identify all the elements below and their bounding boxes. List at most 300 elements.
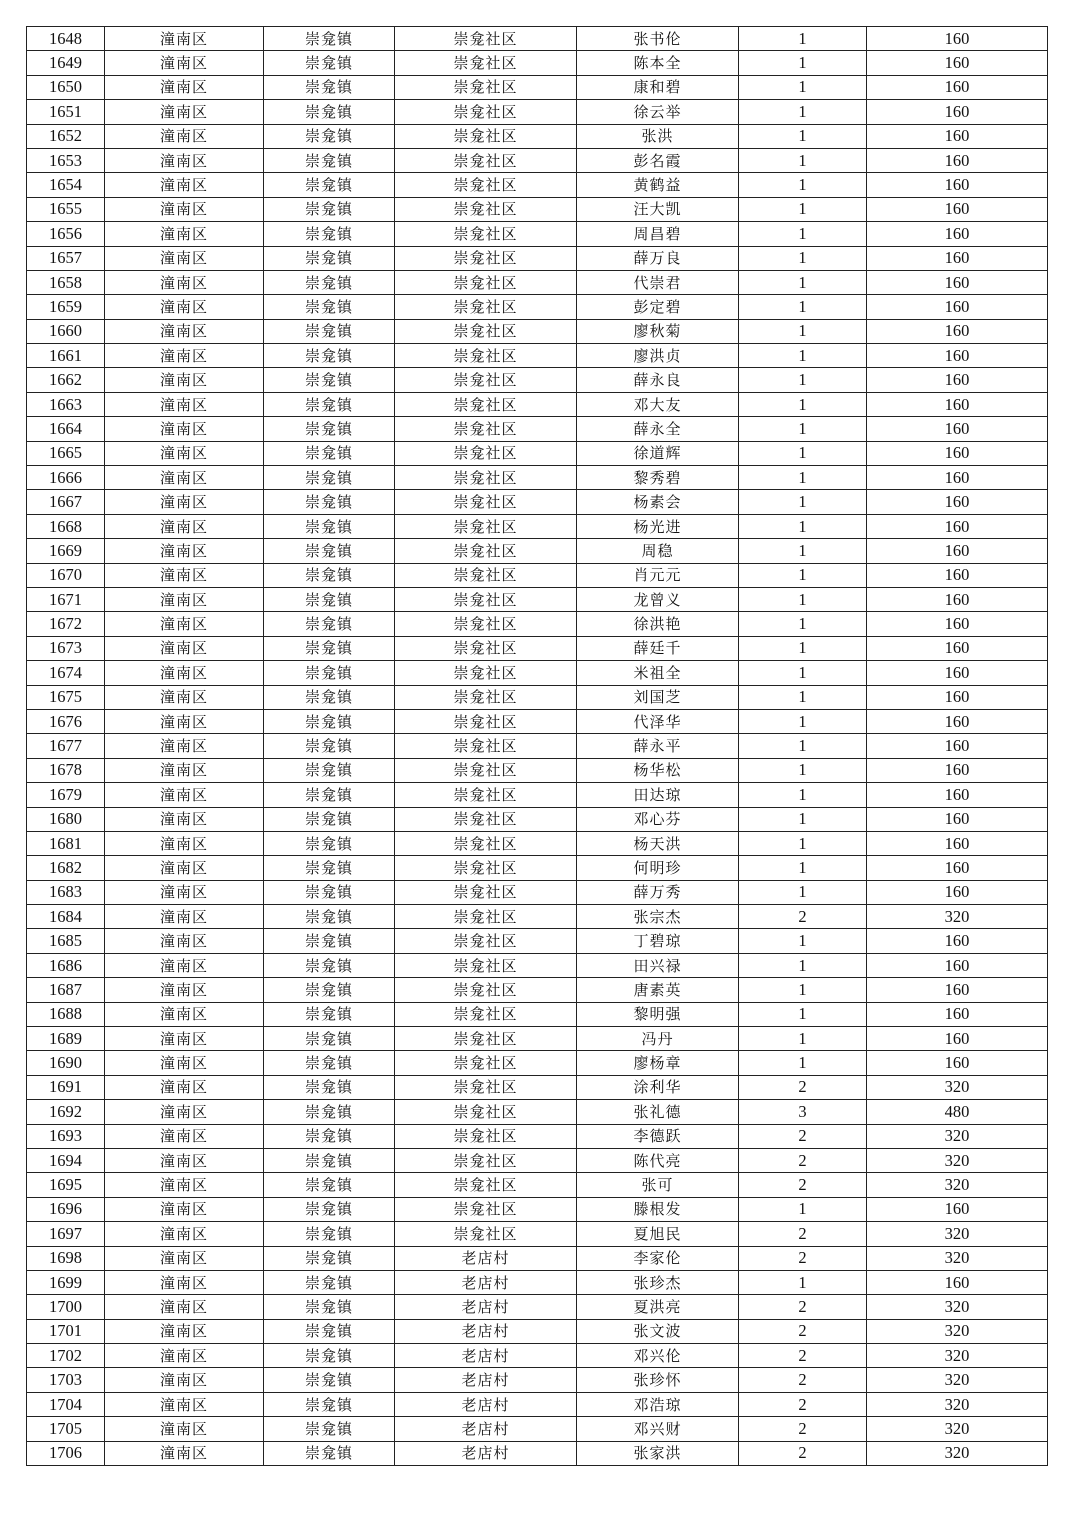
name-cell: 张礼德 bbox=[577, 1100, 739, 1124]
amount-cell: 320 bbox=[867, 1148, 1048, 1172]
district-cell: 潼南区 bbox=[105, 270, 264, 294]
seq-no-cell: 1655 bbox=[27, 197, 105, 221]
count-cell: 1 bbox=[739, 344, 867, 368]
seq-no-cell: 1681 bbox=[27, 831, 105, 855]
seq-no-cell: 1666 bbox=[27, 466, 105, 490]
table-row bbox=[27, 441, 1048, 465]
name-cell: 黎明强 bbox=[577, 1002, 739, 1026]
table-row bbox=[27, 587, 1048, 611]
community-cell: 崇龛社区 bbox=[395, 1027, 577, 1051]
amount-cell: 160 bbox=[867, 929, 1048, 953]
count-cell: 1 bbox=[739, 807, 867, 831]
district-cell: 潼南区 bbox=[105, 100, 264, 124]
seq-no-cell: 1656 bbox=[27, 222, 105, 246]
amount-cell: 160 bbox=[867, 466, 1048, 490]
table-row bbox=[27, 148, 1048, 172]
town-cell: 崇龛镇 bbox=[264, 709, 395, 733]
town-cell: 崇龛镇 bbox=[264, 344, 395, 368]
district-cell: 潼南区 bbox=[105, 514, 264, 538]
community-cell: 崇龛社区 bbox=[395, 587, 577, 611]
name-cell: 张珍杰 bbox=[577, 1270, 739, 1294]
community-cell: 老店村 bbox=[395, 1344, 577, 1368]
seq-no-cell: 1693 bbox=[27, 1124, 105, 1148]
amount-cell: 160 bbox=[867, 587, 1048, 611]
district-cell: 潼南区 bbox=[105, 124, 264, 148]
amount-cell: 320 bbox=[867, 1124, 1048, 1148]
town-cell: 崇龛镇 bbox=[264, 807, 395, 831]
district-cell: 潼南区 bbox=[105, 1124, 264, 1148]
amount-cell: 320 bbox=[867, 1392, 1048, 1416]
table-row bbox=[27, 1295, 1048, 1319]
count-cell: 2 bbox=[739, 1173, 867, 1197]
community-cell: 老店村 bbox=[395, 1392, 577, 1416]
town-cell: 崇龛镇 bbox=[264, 612, 395, 636]
table-row bbox=[27, 929, 1048, 953]
table-row bbox=[27, 783, 1048, 807]
town-cell: 崇龛镇 bbox=[264, 100, 395, 124]
town-cell: 崇龛镇 bbox=[264, 539, 395, 563]
amount-cell: 320 bbox=[867, 1319, 1048, 1343]
name-cell: 彭名霞 bbox=[577, 148, 739, 172]
town-cell: 崇龛镇 bbox=[264, 1368, 395, 1392]
amount-cell: 160 bbox=[867, 344, 1048, 368]
table-row bbox=[27, 1270, 1048, 1294]
town-cell: 崇龛镇 bbox=[264, 978, 395, 1002]
district-cell: 潼南区 bbox=[105, 1441, 264, 1465]
name-cell: 夏旭民 bbox=[577, 1222, 739, 1246]
count-cell: 1 bbox=[739, 685, 867, 709]
seq-no-cell: 1698 bbox=[27, 1246, 105, 1270]
community-cell: 崇龛社区 bbox=[395, 636, 577, 660]
town-cell: 崇龛镇 bbox=[264, 880, 395, 904]
district-cell: 潼南区 bbox=[105, 685, 264, 709]
seq-no-cell: 1676 bbox=[27, 709, 105, 733]
community-cell: 崇龛社区 bbox=[395, 1124, 577, 1148]
amount-cell: 320 bbox=[867, 1417, 1048, 1441]
seq-no-cell: 1674 bbox=[27, 661, 105, 685]
count-cell: 1 bbox=[739, 929, 867, 953]
town-cell: 崇龛镇 bbox=[264, 905, 395, 929]
name-cell: 代崇君 bbox=[577, 270, 739, 294]
name-cell: 张宗杰 bbox=[577, 905, 739, 929]
district-cell: 潼南区 bbox=[105, 197, 264, 221]
table-row bbox=[27, 880, 1048, 904]
count-cell: 1 bbox=[739, 295, 867, 319]
community-cell: 老店村 bbox=[395, 1246, 577, 1270]
table-row bbox=[27, 1417, 1048, 1441]
amount-cell: 160 bbox=[867, 636, 1048, 660]
name-cell: 邓心芬 bbox=[577, 807, 739, 831]
seq-no-cell: 1665 bbox=[27, 441, 105, 465]
town-cell: 崇龛镇 bbox=[264, 1051, 395, 1075]
amount-cell: 480 bbox=[867, 1100, 1048, 1124]
district-cell: 潼南区 bbox=[105, 75, 264, 99]
count-cell: 1 bbox=[739, 417, 867, 441]
seq-no-cell: 1690 bbox=[27, 1051, 105, 1075]
amount-cell: 160 bbox=[867, 709, 1048, 733]
district-cell: 潼南区 bbox=[105, 1295, 264, 1319]
amount-cell: 320 bbox=[867, 1246, 1048, 1270]
amount-cell: 160 bbox=[867, 856, 1048, 880]
table-row bbox=[27, 295, 1048, 319]
name-cell: 薛万良 bbox=[577, 246, 739, 270]
name-cell: 汪大凯 bbox=[577, 197, 739, 221]
count-cell: 1 bbox=[739, 270, 867, 294]
table-row bbox=[27, 368, 1048, 392]
community-cell: 崇龛社区 bbox=[395, 222, 577, 246]
district-cell: 潼南区 bbox=[105, 953, 264, 977]
count-cell: 1 bbox=[739, 539, 867, 563]
table-row bbox=[27, 1075, 1048, 1099]
town-cell: 崇龛镇 bbox=[264, 831, 395, 855]
amount-cell: 160 bbox=[867, 246, 1048, 270]
town-cell: 崇龛镇 bbox=[264, 417, 395, 441]
count-cell: 2 bbox=[739, 1124, 867, 1148]
name-cell: 彭定碧 bbox=[577, 295, 739, 319]
data-table bbox=[26, 26, 1048, 1466]
table-body bbox=[27, 27, 1048, 1466]
name-cell: 肖元元 bbox=[577, 563, 739, 587]
count-cell: 1 bbox=[739, 880, 867, 904]
name-cell: 周昌碧 bbox=[577, 222, 739, 246]
count-cell: 2 bbox=[739, 1295, 867, 1319]
town-cell: 崇龛镇 bbox=[264, 368, 395, 392]
amount-cell: 160 bbox=[867, 880, 1048, 904]
district-cell: 潼南区 bbox=[105, 1392, 264, 1416]
table-row bbox=[27, 319, 1048, 343]
amount-cell: 160 bbox=[867, 124, 1048, 148]
town-cell: 崇龛镇 bbox=[264, 27, 395, 51]
town-cell: 崇龛镇 bbox=[264, 587, 395, 611]
community-cell: 崇龛社区 bbox=[395, 1222, 577, 1246]
community-cell: 崇龛社区 bbox=[395, 173, 577, 197]
name-cell: 冯丹 bbox=[577, 1027, 739, 1051]
district-cell: 潼南区 bbox=[105, 148, 264, 172]
seq-no-cell: 1670 bbox=[27, 563, 105, 587]
count-cell: 1 bbox=[739, 222, 867, 246]
community-cell: 老店村 bbox=[395, 1270, 577, 1294]
count-cell: 1 bbox=[739, 709, 867, 733]
district-cell: 潼南区 bbox=[105, 1027, 264, 1051]
town-cell: 崇龛镇 bbox=[264, 222, 395, 246]
community-cell: 崇龛社区 bbox=[395, 75, 577, 99]
name-cell: 廖秋菊 bbox=[577, 319, 739, 343]
seq-no-cell: 1663 bbox=[27, 392, 105, 416]
seq-no-cell: 1667 bbox=[27, 490, 105, 514]
seq-no-cell: 1687 bbox=[27, 978, 105, 1002]
district-cell: 潼南区 bbox=[105, 539, 264, 563]
amount-cell: 320 bbox=[867, 1173, 1048, 1197]
count-cell: 2 bbox=[739, 1148, 867, 1172]
count-cell: 1 bbox=[739, 319, 867, 343]
name-cell: 薛廷千 bbox=[577, 636, 739, 660]
town-cell: 崇龛镇 bbox=[264, 636, 395, 660]
district-cell: 潼南区 bbox=[105, 417, 264, 441]
community-cell: 崇龛社区 bbox=[395, 124, 577, 148]
community-cell: 崇龛社区 bbox=[395, 1051, 577, 1075]
town-cell: 崇龛镇 bbox=[264, 758, 395, 782]
community-cell: 崇龛社区 bbox=[395, 466, 577, 490]
amount-cell: 160 bbox=[867, 197, 1048, 221]
seq-no-cell: 1657 bbox=[27, 246, 105, 270]
district-cell: 潼南区 bbox=[105, 709, 264, 733]
table-row bbox=[27, 709, 1048, 733]
count-cell: 2 bbox=[739, 1222, 867, 1246]
community-cell: 崇龛社区 bbox=[395, 734, 577, 758]
community-cell: 崇龛社区 bbox=[395, 197, 577, 221]
community-cell: 崇龛社区 bbox=[395, 27, 577, 51]
amount-cell: 160 bbox=[867, 222, 1048, 246]
name-cell: 代泽华 bbox=[577, 709, 739, 733]
community-cell: 崇龛社区 bbox=[395, 1075, 577, 1099]
district-cell: 潼南区 bbox=[105, 1051, 264, 1075]
count-cell: 1 bbox=[739, 661, 867, 685]
table-row bbox=[27, 1344, 1048, 1368]
district-cell: 潼南区 bbox=[105, 563, 264, 587]
town-cell: 崇龛镇 bbox=[264, 563, 395, 587]
seq-no-cell: 1699 bbox=[27, 1270, 105, 1294]
amount-cell: 160 bbox=[867, 368, 1048, 392]
town-cell: 崇龛镇 bbox=[264, 1246, 395, 1270]
name-cell: 何明珍 bbox=[577, 856, 739, 880]
table-row bbox=[27, 75, 1048, 99]
count-cell: 1 bbox=[739, 124, 867, 148]
count-cell: 1 bbox=[739, 831, 867, 855]
seq-no-cell: 1685 bbox=[27, 929, 105, 953]
count-cell: 1 bbox=[739, 490, 867, 514]
town-cell: 崇龛镇 bbox=[264, 1002, 395, 1026]
name-cell: 廖洪贞 bbox=[577, 344, 739, 368]
table-row bbox=[27, 831, 1048, 855]
count-cell: 1 bbox=[739, 392, 867, 416]
amount-cell: 160 bbox=[867, 758, 1048, 782]
table-row bbox=[27, 1246, 1048, 1270]
amount-cell: 160 bbox=[867, 563, 1048, 587]
seq-no-cell: 1654 bbox=[27, 173, 105, 197]
amount-cell: 160 bbox=[867, 734, 1048, 758]
count-cell: 1 bbox=[739, 466, 867, 490]
count-cell: 1 bbox=[739, 75, 867, 99]
seq-no-cell: 1705 bbox=[27, 1417, 105, 1441]
community-cell: 崇龛社区 bbox=[395, 319, 577, 343]
seq-no-cell: 1696 bbox=[27, 1197, 105, 1221]
table-row bbox=[27, 197, 1048, 221]
amount-cell: 160 bbox=[867, 51, 1048, 75]
amount-cell: 160 bbox=[867, 27, 1048, 51]
district-cell: 潼南区 bbox=[105, 1270, 264, 1294]
seq-no-cell: 1677 bbox=[27, 734, 105, 758]
count-cell: 1 bbox=[739, 1051, 867, 1075]
town-cell: 崇龛镇 bbox=[264, 124, 395, 148]
town-cell: 崇龛镇 bbox=[264, 173, 395, 197]
count-cell: 1 bbox=[739, 587, 867, 611]
count-cell: 2 bbox=[739, 1075, 867, 1099]
community-cell: 崇龛社区 bbox=[395, 1173, 577, 1197]
seq-no-cell: 1695 bbox=[27, 1173, 105, 1197]
name-cell: 邓兴伦 bbox=[577, 1344, 739, 1368]
table-row bbox=[27, 270, 1048, 294]
table-row bbox=[27, 1051, 1048, 1075]
name-cell: 陈代亮 bbox=[577, 1148, 739, 1172]
amount-cell: 160 bbox=[867, 953, 1048, 977]
town-cell: 崇龛镇 bbox=[264, 1100, 395, 1124]
town-cell: 崇龛镇 bbox=[264, 1197, 395, 1221]
town-cell: 崇龛镇 bbox=[264, 490, 395, 514]
amount-cell: 320 bbox=[867, 1441, 1048, 1465]
town-cell: 崇龛镇 bbox=[264, 514, 395, 538]
table-row bbox=[27, 905, 1048, 929]
seq-no-cell: 1702 bbox=[27, 1344, 105, 1368]
town-cell: 崇龛镇 bbox=[264, 1124, 395, 1148]
table-row bbox=[27, 1100, 1048, 1124]
community-cell: 崇龛社区 bbox=[395, 978, 577, 1002]
amount-cell: 160 bbox=[867, 831, 1048, 855]
table-row bbox=[27, 1148, 1048, 1172]
community-cell: 崇龛社区 bbox=[395, 929, 577, 953]
town-cell: 崇龛镇 bbox=[264, 295, 395, 319]
name-cell: 涂利华 bbox=[577, 1075, 739, 1099]
seq-no-cell: 1697 bbox=[27, 1222, 105, 1246]
seq-no-cell: 1701 bbox=[27, 1319, 105, 1343]
table-row bbox=[27, 758, 1048, 782]
seq-no-cell: 1662 bbox=[27, 368, 105, 392]
amount-cell: 320 bbox=[867, 1368, 1048, 1392]
community-cell: 崇龛社区 bbox=[395, 661, 577, 685]
community-cell: 老店村 bbox=[395, 1295, 577, 1319]
seq-no-cell: 1686 bbox=[27, 953, 105, 977]
district-cell: 潼南区 bbox=[105, 392, 264, 416]
district-cell: 潼南区 bbox=[105, 758, 264, 782]
count-cell: 1 bbox=[739, 758, 867, 782]
community-cell: 崇龛社区 bbox=[395, 563, 577, 587]
district-cell: 潼南区 bbox=[105, 490, 264, 514]
community-cell: 崇龛社区 bbox=[395, 1148, 577, 1172]
name-cell: 张书伦 bbox=[577, 27, 739, 51]
name-cell: 薛永全 bbox=[577, 417, 739, 441]
amount-cell: 320 bbox=[867, 905, 1048, 929]
name-cell: 丁碧琼 bbox=[577, 929, 739, 953]
town-cell: 崇龛镇 bbox=[264, 51, 395, 75]
amount-cell: 160 bbox=[867, 75, 1048, 99]
count-cell: 1 bbox=[739, 1027, 867, 1051]
town-cell: 崇龛镇 bbox=[264, 197, 395, 221]
name-cell: 邓浩琼 bbox=[577, 1392, 739, 1416]
district-cell: 潼南区 bbox=[105, 661, 264, 685]
community-cell: 崇龛社区 bbox=[395, 807, 577, 831]
seq-no-cell: 1689 bbox=[27, 1027, 105, 1051]
name-cell: 黎秀碧 bbox=[577, 466, 739, 490]
community-cell: 崇龛社区 bbox=[395, 685, 577, 709]
seq-no-cell: 1694 bbox=[27, 1148, 105, 1172]
table-row bbox=[27, 344, 1048, 368]
district-cell: 潼南区 bbox=[105, 1368, 264, 1392]
district-cell: 潼南区 bbox=[105, 1075, 264, 1099]
amount-cell: 160 bbox=[867, 1197, 1048, 1221]
community-cell: 崇龛社区 bbox=[395, 953, 577, 977]
count-cell: 2 bbox=[739, 1392, 867, 1416]
amount-cell: 160 bbox=[867, 978, 1048, 1002]
name-cell: 刘国芝 bbox=[577, 685, 739, 709]
name-cell: 徐云举 bbox=[577, 100, 739, 124]
amount-cell: 160 bbox=[867, 490, 1048, 514]
name-cell: 杨光进 bbox=[577, 514, 739, 538]
count-cell: 1 bbox=[739, 636, 867, 660]
town-cell: 崇龛镇 bbox=[264, 1222, 395, 1246]
community-cell: 崇龛社区 bbox=[395, 612, 577, 636]
district-cell: 潼南区 bbox=[105, 1002, 264, 1026]
count-cell: 1 bbox=[739, 197, 867, 221]
amount-cell: 160 bbox=[867, 1027, 1048, 1051]
town-cell: 崇龛镇 bbox=[264, 661, 395, 685]
district-cell: 潼南区 bbox=[105, 1173, 264, 1197]
count-cell: 1 bbox=[739, 148, 867, 172]
name-cell: 夏洪亮 bbox=[577, 1295, 739, 1319]
table-row bbox=[27, 173, 1048, 197]
community-cell: 崇龛社区 bbox=[395, 758, 577, 782]
table-row bbox=[27, 1173, 1048, 1197]
town-cell: 崇龛镇 bbox=[264, 1173, 395, 1197]
table-row bbox=[27, 539, 1048, 563]
district-cell: 潼南区 bbox=[105, 27, 264, 51]
town-cell: 崇龛镇 bbox=[264, 441, 395, 465]
seq-no-cell: 1700 bbox=[27, 1295, 105, 1319]
district-cell: 潼南区 bbox=[105, 1246, 264, 1270]
district-cell: 潼南区 bbox=[105, 1319, 264, 1343]
town-cell: 崇龛镇 bbox=[264, 1027, 395, 1051]
table-row bbox=[27, 1319, 1048, 1343]
count-cell: 1 bbox=[739, 173, 867, 197]
district-cell: 潼南区 bbox=[105, 636, 264, 660]
seq-no-cell: 1673 bbox=[27, 636, 105, 660]
seq-no-cell: 1704 bbox=[27, 1392, 105, 1416]
district-cell: 潼南区 bbox=[105, 1417, 264, 1441]
table-row bbox=[27, 222, 1048, 246]
name-cell: 薛永良 bbox=[577, 368, 739, 392]
district-cell: 潼南区 bbox=[105, 441, 264, 465]
amount-cell: 160 bbox=[867, 270, 1048, 294]
amount-cell: 320 bbox=[867, 1222, 1048, 1246]
amount-cell: 160 bbox=[867, 1051, 1048, 1075]
community-cell: 崇龛社区 bbox=[395, 539, 577, 563]
table-row bbox=[27, 124, 1048, 148]
count-cell: 1 bbox=[739, 856, 867, 880]
table-row bbox=[27, 490, 1048, 514]
community-cell: 崇龛社区 bbox=[395, 1002, 577, 1026]
seq-no-cell: 1672 bbox=[27, 612, 105, 636]
community-cell: 崇龛社区 bbox=[395, 100, 577, 124]
name-cell: 张洪 bbox=[577, 124, 739, 148]
town-cell: 崇龛镇 bbox=[264, 929, 395, 953]
count-cell: 2 bbox=[739, 1441, 867, 1465]
name-cell: 张可 bbox=[577, 1173, 739, 1197]
table-row bbox=[27, 27, 1048, 51]
community-cell: 老店村 bbox=[395, 1319, 577, 1343]
table-row bbox=[27, 1124, 1048, 1148]
seq-no-cell: 1671 bbox=[27, 587, 105, 611]
seq-no-cell: 1668 bbox=[27, 514, 105, 538]
community-cell: 崇龛社区 bbox=[395, 905, 577, 929]
district-cell: 潼南区 bbox=[105, 466, 264, 490]
town-cell: 崇龛镇 bbox=[264, 734, 395, 758]
table-row bbox=[27, 1368, 1048, 1392]
seq-no-cell: 1650 bbox=[27, 75, 105, 99]
table-row bbox=[27, 807, 1048, 831]
town-cell: 崇龛镇 bbox=[264, 319, 395, 343]
district-cell: 潼南区 bbox=[105, 612, 264, 636]
count-cell: 1 bbox=[739, 612, 867, 636]
seq-no-cell: 1660 bbox=[27, 319, 105, 343]
community-cell: 崇龛社区 bbox=[395, 783, 577, 807]
